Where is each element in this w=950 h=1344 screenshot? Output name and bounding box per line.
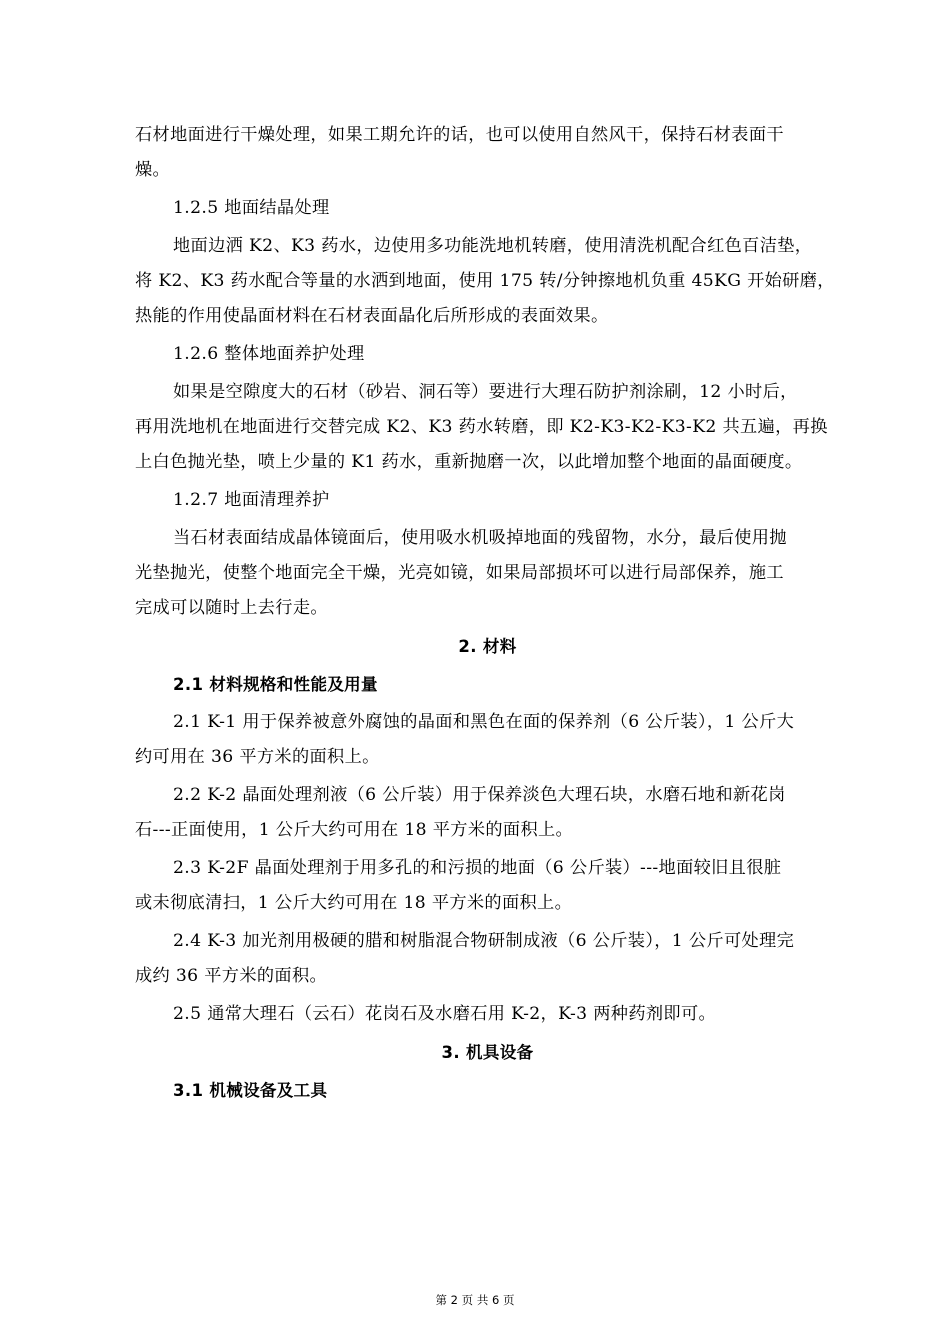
paragraph-line: 如果是空隙度大的石材（砂岩、洞石等）要进行大理石防护剂涂刷，12 小时后，: [173, 382, 798, 402]
subsection-title-3-1: 3.1 机械设备及工具: [173, 1081, 328, 1100]
page-footer: 第 2 页 共 6 页: [435, 1293, 515, 1307]
material-item-line: 2.3 K-2F 晶面处理剂于用多孔的和污损的地面（6 公斤装）---地面较旧且很脏: [173, 858, 782, 878]
material-item-line: 2.4 K-3 加光剂用极硬的腊和树脂混合物研制成液（6 公斤装），1 公斤可处理完: [173, 931, 795, 951]
paragraph-line: 燥。: [135, 160, 171, 180]
material-item-line: 成约 36 平方米的面积。: [135, 966, 328, 986]
material-item-line: 石---正面使用，1 公斤大约可用在 18 平方米的面积上。: [135, 820, 574, 840]
paragraph-line: 完成可以随时上去行走。: [135, 598, 328, 618]
paragraph-line: 地面边洒 K2、K3 药水，边使用多功能洗地机转磨，使用清洗机配合红色百洁垫，: [173, 236, 813, 256]
material-item-line: 2.1 K-1 用于保养被意外腐蚀的晶面和黑色在面的保养剂（6 公斤装），1 公斤大: [173, 712, 795, 732]
paragraph-line: 石材地面进行干燥处理，如果工期允许的话，也可以使用自然风干，保持石材表面干: [135, 125, 784, 145]
subsection-title-1-2-6: 1.2.6 整体地面养护处理: [173, 344, 365, 364]
paragraph-line: 热能的作用使晶面材料在石材表面晶化后所形成的表面效果。: [135, 306, 609, 326]
subsection-title-2-1: 2.1 材料规格和性能及用量: [173, 675, 378, 694]
subsection-title-1-2-5: 1.2.5 地面结晶处理: [173, 198, 330, 218]
section-title-materials: 2. 材料: [458, 637, 517, 656]
paragraph-line: 再用洗地机在地面进行交替完成 K2、K3 药水转磨，即 K2-K3-K2-K3-K2 共五遍，再换: [135, 417, 828, 437]
material-item-line: 或未彻底清扫，1 公斤大约可用在 18 平方米的面积上。: [135, 893, 573, 913]
paragraph-line: 光垫抛光，使整个地面完全干燥，光亮如镜，如果局部损坏可以进行局部保养，施工: [135, 563, 784, 583]
paragraph-line: 上白色抛光垫，喷上少量的 K1 药水，重新抛磨一次，以此增加整个地面的晶面硬度。: [135, 452, 803, 472]
document-body: [135, 118, 840, 1108]
material-item-line: 2.2 K-2 晶面处理剂液（6 公斤装）用于保养淡色大理石块，水磨石地和新花岗: [173, 785, 786, 805]
material-item-line: 2.5 通常大理石（云石）花岗石及水磨石用 K-2，K-3 两种药剂即可。: [173, 1004, 717, 1024]
section-title-equipment: 3. 机具设备: [441, 1043, 534, 1062]
material-item-line: 约可用在 36 平方米的面积上。: [135, 747, 380, 767]
paragraph-line: 当石材表面结成晶体镜面后，使用吸水机吸掉地面的残留物，水分，最后使用抛: [173, 528, 787, 548]
paragraph-line: 将 K2、K3 药水配合等量的水洒到地面，使用 175 转/分钟擦地机负重 45KG 开始研磨，: [135, 271, 835, 291]
subsection-title-1-2-7: 1.2.7 地面清理养护: [173, 490, 330, 510]
